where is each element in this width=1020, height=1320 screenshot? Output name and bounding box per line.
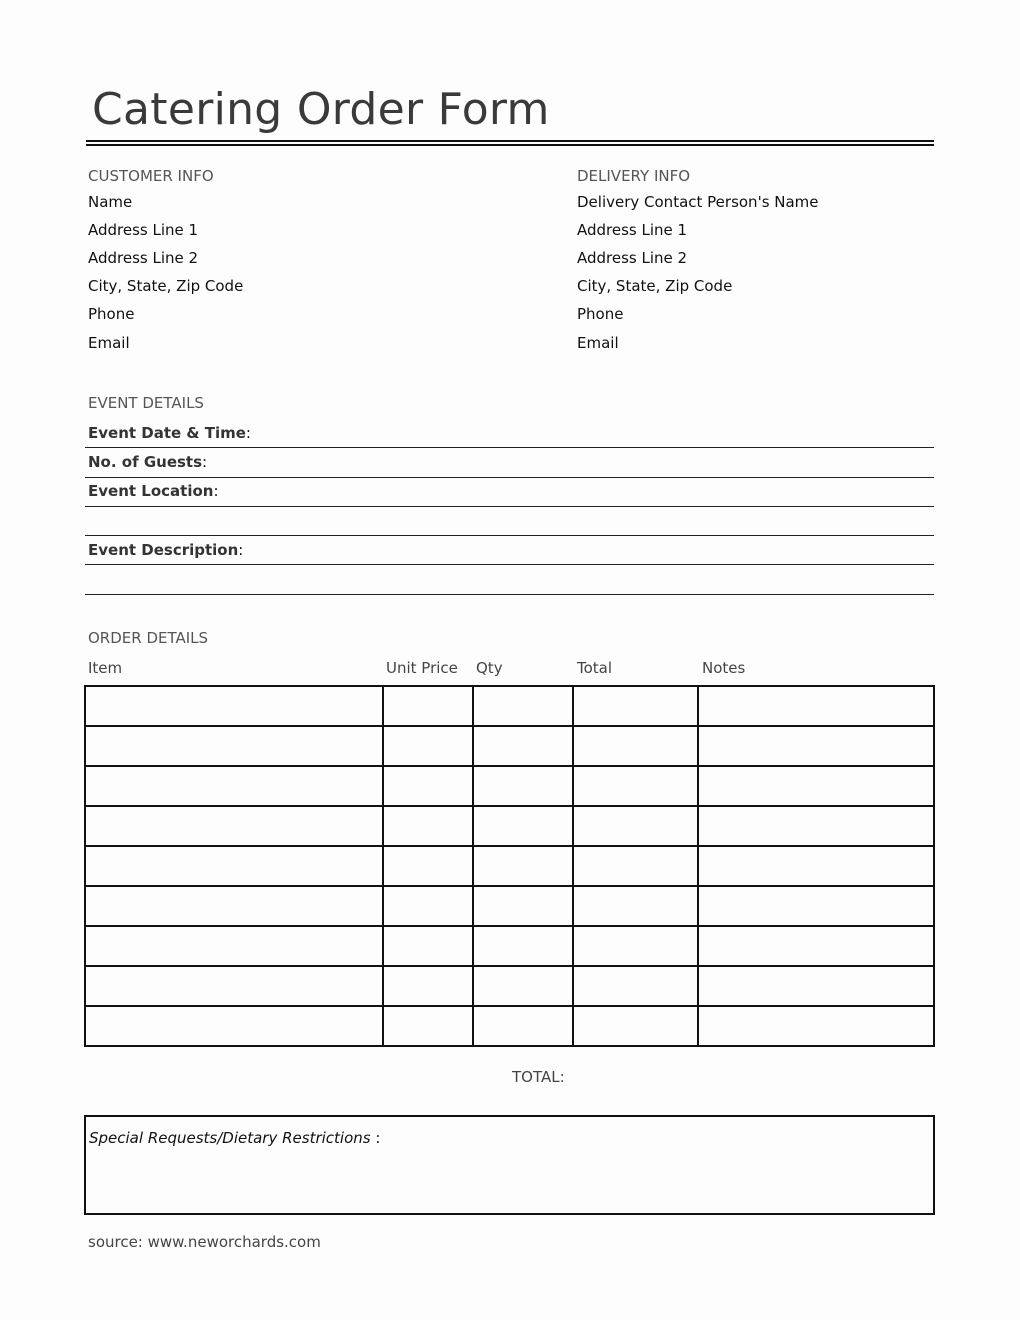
page-title: Catering Order Form — [92, 84, 550, 135]
event-location-label — [88, 482, 219, 500]
total-cell[interactable] — [573, 926, 698, 966]
table-row — [85, 686, 934, 726]
customer-phone-label: Phone — [88, 305, 135, 323]
unit-price-cell[interactable] — [383, 726, 473, 766]
notes-cell[interactable] — [698, 726, 934, 766]
total-cell[interactable] — [573, 966, 698, 1006]
event-location-text: Event Location — [88, 482, 214, 500]
total-cell[interactable] — [573, 726, 698, 766]
item-cell[interactable] — [85, 1006, 383, 1046]
guests-text: No. of Guests — [88, 453, 203, 471]
total-label: TOTAL: — [512, 1068, 565, 1086]
special-requests-label — [89, 1129, 380, 1147]
event-location-line-2[interactable] — [85, 535, 934, 536]
event-description-line-1[interactable] — [85, 564, 934, 565]
item-cell[interactable] — [85, 766, 383, 806]
unit-price-cell[interactable] — [383, 926, 473, 966]
table-row — [85, 886, 934, 926]
notes-cell[interactable] — [698, 966, 934, 1006]
customer-address1-label: Address Line 1 — [88, 221, 199, 239]
delivery-address2-label: Address Line 2 — [577, 249, 688, 267]
qty-cell[interactable] — [473, 1006, 573, 1046]
notes-cell[interactable] — [698, 886, 934, 926]
total-cell[interactable] — [573, 806, 698, 846]
total-cell[interactable] — [573, 1006, 698, 1046]
unit-price-cell[interactable] — [383, 686, 473, 726]
total-cell[interactable] — [573, 846, 698, 886]
event-description-text: Event Description — [88, 541, 239, 559]
qty-cell[interactable] — [473, 766, 573, 806]
col-qty-header: Qty — [476, 659, 503, 677]
event-description-colon: : — [238, 541, 244, 559]
table-row — [85, 846, 934, 886]
table-row — [85, 766, 934, 806]
col-unit-price-header: Unit Price — [386, 659, 458, 677]
item-cell[interactable] — [85, 806, 383, 846]
table-row — [85, 926, 934, 966]
qty-cell[interactable] — [473, 806, 573, 846]
item-cell[interactable] — [85, 966, 383, 1006]
table-row — [85, 1006, 934, 1046]
title-rule-top — [86, 140, 934, 142]
item-cell[interactable] — [85, 926, 383, 966]
delivery-phone-label: Phone — [577, 305, 624, 323]
delivery-email-label: Email — [577, 334, 619, 352]
event-description-line-2[interactable] — [85, 594, 934, 595]
unit-price-cell[interactable] — [383, 766, 473, 806]
item-cell[interactable] — [85, 886, 383, 926]
qty-cell[interactable] — [473, 686, 573, 726]
delivery-contact-label: Delivery Contact Person's Name — [577, 193, 819, 211]
notes-cell[interactable] — [698, 686, 934, 726]
unit-price-cell[interactable] — [383, 846, 473, 886]
title-rule-bottom — [86, 144, 934, 146]
col-item-header: Item — [88, 659, 123, 677]
table-row — [85, 806, 934, 846]
total-cell[interactable] — [573, 686, 698, 726]
qty-cell[interactable] — [473, 846, 573, 886]
customer-address2-label: Address Line 2 — [88, 249, 199, 267]
guests-colon: : — [202, 453, 208, 471]
notes-cell[interactable] — [698, 766, 934, 806]
event-date-time-text: Event Date & Time — [88, 424, 246, 442]
source-footer: source: www.neworchards.com — [88, 1233, 321, 1251]
total-cell[interactable] — [573, 766, 698, 806]
special-requests-text: Special Requests/Dietary Restrictions — [89, 1129, 371, 1147]
item-cell[interactable] — [85, 846, 383, 886]
col-total-header: Total — [577, 659, 613, 677]
qty-cell[interactable] — [473, 886, 573, 926]
order-table — [84, 685, 935, 1047]
qty-cell[interactable] — [473, 726, 573, 766]
event-date-time-line[interactable] — [85, 447, 934, 448]
guests-label — [88, 453, 207, 471]
notes-cell[interactable] — [698, 846, 934, 886]
customer-info-heading: CUSTOMER INFO — [88, 167, 214, 185]
customer-city-label: City, State, Zip Code — [88, 277, 244, 295]
item-cell[interactable] — [85, 726, 383, 766]
event-date-time-label — [88, 424, 251, 442]
unit-price-cell[interactable] — [383, 806, 473, 846]
event-location-colon: : — [213, 482, 219, 500]
col-notes-header: Notes — [702, 659, 746, 677]
customer-name-label: Name — [88, 193, 133, 211]
table-row — [85, 966, 934, 1006]
notes-cell[interactable] — [698, 806, 934, 846]
delivery-info-heading: DELIVERY INFO — [577, 167, 691, 185]
notes-cell[interactable] — [698, 1006, 934, 1046]
item-cell[interactable] — [85, 686, 383, 726]
notes-cell[interactable] — [698, 926, 934, 966]
unit-price-cell[interactable] — [383, 1006, 473, 1046]
table-row — [85, 726, 934, 766]
delivery-address1-label: Address Line 1 — [577, 221, 688, 239]
customer-email-label: Email — [88, 334, 130, 352]
special-requests-box[interactable] — [84, 1115, 935, 1215]
unit-price-cell[interactable] — [383, 966, 473, 1006]
total-cell[interactable] — [573, 886, 698, 926]
event-location-line-1[interactable] — [85, 506, 934, 507]
delivery-city-label: City, State, Zip Code — [577, 277, 733, 295]
unit-price-cell[interactable] — [383, 886, 473, 926]
qty-cell[interactable] — [473, 966, 573, 1006]
guests-line[interactable] — [85, 477, 934, 478]
event-date-time-colon: : — [245, 424, 251, 442]
event-description-label — [88, 541, 243, 559]
order-details-heading: ORDER DETAILS — [88, 629, 209, 647]
event-details-heading: EVENT DETAILS — [88, 394, 204, 412]
qty-cell[interactable] — [473, 926, 573, 966]
special-requests-colon: : — [370, 1129, 381, 1147]
